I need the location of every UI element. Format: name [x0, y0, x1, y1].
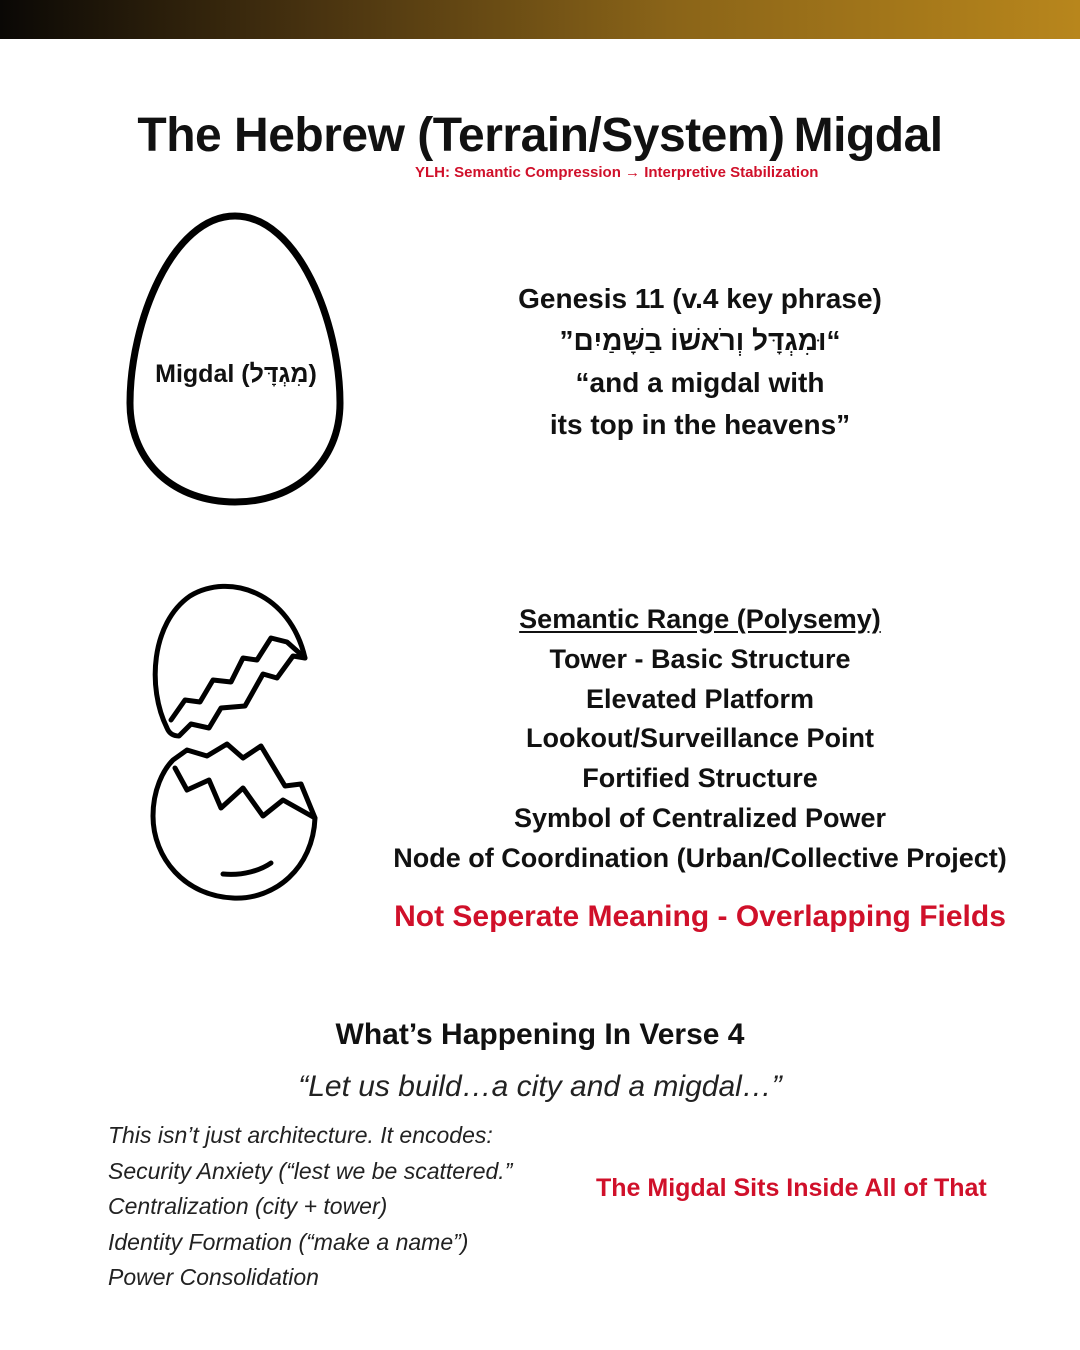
genesis-translation-line-1: “and a migdal with	[575, 367, 825, 398]
cracked-egg-icon	[145, 578, 330, 908]
whole-egg-icon	[120, 208, 350, 508]
genesis-translation-line-2: its top in the heavens”	[549, 409, 851, 440]
list-item: Elevated Platform	[585, 683, 815, 714]
genesis-hebrew-phrase: “וּמִגְדָּל וְרֹאשׁוֹ בַשָּׁמַיִם”	[559, 325, 841, 356]
list-item: Power Consolidation	[108, 1264, 319, 1290]
migdal-summary: The Migdal Sits Inside All of That	[596, 1174, 987, 1202]
page-title: The Hebrew (Terrain/System) Migdal	[137, 109, 943, 162]
list-item: Symbol of Centralized Power	[513, 802, 887, 833]
semantic-range-heading: Semantic Range (Polysemy)	[519, 604, 881, 634]
page-subtitle: YLH: Semantic Compression → Interpretive Stabilization	[415, 164, 819, 181]
list-item: Fortified Structure	[582, 763, 818, 794]
list-item: This isn’t just architecture. It encodes:	[108, 1122, 493, 1148]
verse-heading: What’s Happening In Verse 4	[335, 1018, 745, 1051]
genesis-reference: Genesis 11 (v.4 key phrase)	[518, 283, 882, 314]
verse-quote: “Let us build…a city and a migdal…”	[298, 1070, 782, 1103]
list-item: Tower - Basic Structure	[549, 643, 851, 674]
overlapping-fields-note: Not Seperate Meaning - Overlapping Fields	[394, 900, 1006, 933]
top-gradient-bar	[0, 0, 1080, 39]
migdal-egg-label: Migdal (מִגְדָּל)	[155, 360, 317, 388]
list-item: Centralization (city + tower)	[108, 1193, 388, 1219]
list-item: Identity Formation (“make a name”)	[108, 1228, 469, 1255]
list-item: Security Anxiety (“lest we be scattered.”	[108, 1157, 513, 1184]
genesis-quote-block	[400, 278, 1000, 446]
list-item: Lookout/Surveillance Point	[525, 723, 875, 754]
encodes-list	[108, 1118, 588, 1296]
list-item: Node of Coordination (Urban/Collective Project)	[393, 842, 1007, 873]
semantic-range-list	[350, 600, 1050, 879]
